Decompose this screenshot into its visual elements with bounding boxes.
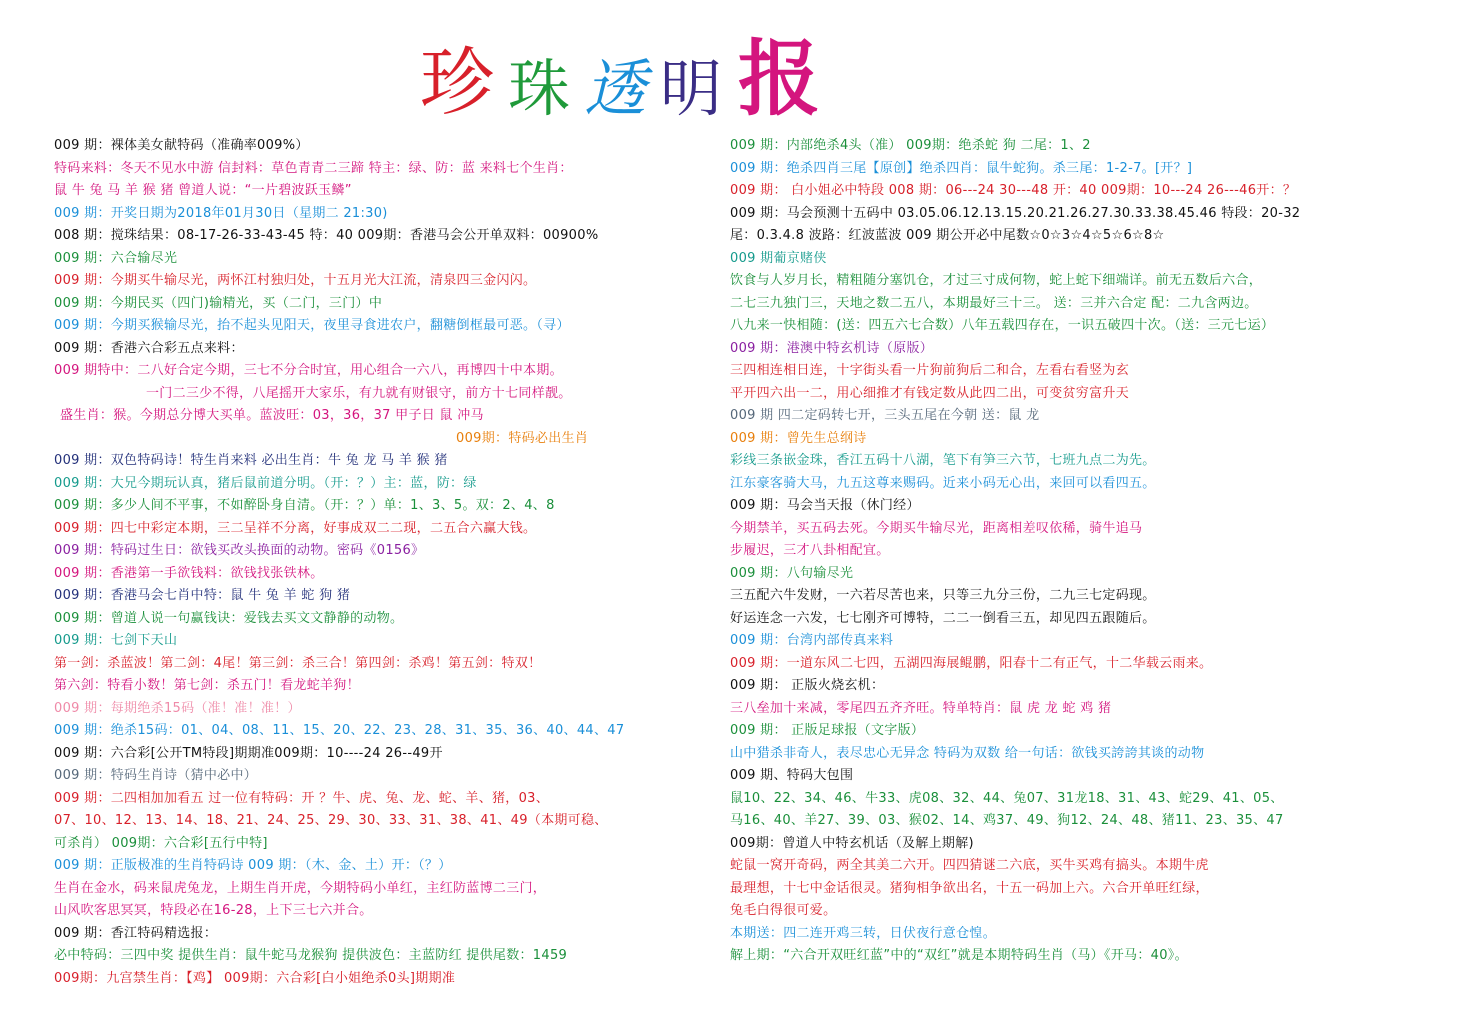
left-text-line: 009 期特中：二八好合定今期，三七不分合时宜，用心组合一六八，再博四十中本期。 bbox=[54, 363, 563, 378]
left-text-line: 009 期：今期民买（四门)输精光，买（二门，三门）中 bbox=[54, 295, 383, 311]
right-text-line: 八九来一快相随：(送：四五六七合数）八年五载四存在，一识五破四十次。（送：三元七运） bbox=[730, 318, 1275, 333]
left-text-line: 生肖在金水，码来鼠虎兔龙，上期生肖开虎，今期特码小单红，主红防蓝博二三门， bbox=[54, 880, 547, 896]
right-text-line: 平开四六出一二，用心细推才有钱定数从此四二出，可变贫穷富升天 bbox=[730, 385, 1130, 401]
title-char-4: 明 bbox=[660, 52, 723, 125]
right-text-line: 009 期 四二定码转七开，三头五尾在今朝 送：鼠 龙 bbox=[730, 408, 1040, 423]
left-text-line: 009 期：香港六合彩五点来料： bbox=[54, 340, 244, 356]
right-text-line: 解上期：“六合开双旺红蓝”中的“双红”就是本期特码生肖（马）《开马：40》。 bbox=[730, 948, 1188, 963]
right-text-line: 鼠10、22、34、46、牛33、虎08、32、44、兔07、31龙18、31、43、蛇29、41、05、 bbox=[730, 790, 1284, 806]
left-text-line: 009 期：二四相加加看五 过一位有特码：开 ？牛、虎、兔、龙、蛇、羊、猪，03、 bbox=[54, 790, 550, 806]
title-char-2: 珠 bbox=[508, 52, 571, 125]
right-text-line: 二七三九独门三，天地之数二五八，本期最好三十三。 送：三并六合定 配：二九含两边。 bbox=[730, 295, 1258, 311]
left-text-line: 009期：特码必出生肖 bbox=[456, 430, 589, 446]
right-text-line: 三五配六牛发财，一六若尽苦也来，只等三九分三份，二九三七定码现。 bbox=[730, 588, 1156, 603]
right-text-line: 009 期：一道东风二七四，五湖四海展鲲鹏，阳春十二有正气，十二华载云雨来。 bbox=[730, 655, 1213, 671]
right-text-line: 三八垒加十来减，零尾四五齐齐旺。特单特肖：鼠 虎 龙 蛇 鸡 猪 bbox=[730, 700, 1112, 716]
right-text-line: 009 期：曾先生总纲诗 bbox=[730, 430, 867, 446]
right-text-line: 009 期葡京赌侠 bbox=[730, 250, 827, 266]
right-text-line: 江东豪客骑大马，九五这尊来赐码。近来小码无心出，来回可以看四五。 bbox=[730, 475, 1156, 491]
right-text-line: 饮食与人岁月长，精粗随分塞饥仓，才过三寸成何物，蛇上蛇下细端详。前无五数后六合， bbox=[730, 273, 1263, 288]
right-text-line: 009 期： 正版足球报（文字版） bbox=[730, 723, 925, 738]
right-text-line: 马16、40、羊27、39、03、猴02、14、鸡37、49、狗12、24、48、猪11、23、35、47 bbox=[730, 813, 1284, 828]
left-text-line: 009 期：开奖日期为2018年01月30日（星期二 21:30) bbox=[54, 205, 388, 221]
left-text-line: 008 期：搅珠结果：08-17-26-33-43-45 特：40 009期：香港马会公开单双料：00900% bbox=[54, 228, 599, 243]
left-text-line: 009 期：四七中彩定本期，三二呈祥不分离，好事成双二二现，二五合六赢大钱。 bbox=[54, 520, 537, 536]
left-text-line: 009 期：绝杀15码：01、04、08、11、15、20、22、23、28、31、35、36、40、44、47 bbox=[54, 723, 625, 738]
right-text-line: 本期送：四二连开鸡三转，日伏夜行意仓惶。 bbox=[730, 925, 997, 941]
right-text-line: 009 期：港澳中特玄机诗（原版） bbox=[730, 340, 934, 356]
left-text-line: 009 期：香江特码精选报： bbox=[54, 925, 218, 941]
left-text-line: 009 期：曾道人说一句赢钱诀：爱钱去买文文静静的动物。 bbox=[54, 610, 404, 626]
title-char-3: 透 bbox=[584, 52, 647, 125]
left-text-line: 009 期：香港马会七肖中特：鼠 牛 兔 羊 蛇 狗 猪 bbox=[54, 588, 351, 603]
title-char-5: 报 bbox=[738, 31, 821, 127]
left-text-line: 山风吹客思冥冥，特段必在16-28，上下三七六并合。 bbox=[54, 903, 373, 918]
right-text-line: 三四相连相日连，十字街头看一片狗前狗后二和合，左看右看竖为玄 bbox=[730, 363, 1130, 378]
left-text-line: 009 期：七剑下天山 bbox=[54, 633, 178, 648]
right-text-line: 009 期：台湾内部传真来料 bbox=[730, 633, 894, 648]
right-text-line: 009 期、特码大包围 bbox=[730, 768, 854, 783]
left-text-line: 009 期：特码过生日：欲钱买改头换面的动物。密码《0156》 bbox=[54, 543, 425, 558]
left-text-line: 一门二三少不得，八尾摇开大家乐，有九就有财银守，前方十七同样靓。 bbox=[146, 385, 572, 401]
left-text-line: 必中特码：三四中奖 提供生肖：鼠牛蛇马龙猴狗 提供波色：主蓝防红 提供尾数：1459 bbox=[54, 948, 568, 963]
left-text-line: 009 期：大兄今期玩认真，猪后鼠前道分明。（开：？）主：蓝，防：绿 bbox=[54, 475, 477, 491]
left-text-line: 009 期：今期买牛输尽光，两怀江村独归处，十五月光大江流，清泉四三金闪闪。 bbox=[54, 273, 537, 288]
left-text-line: 特码来料：冬天不见水中游 信封料：草色青青二三蹄 特主：绿、防：蓝 来料七个生肖： bbox=[54, 160, 573, 176]
left-column bbox=[54, 135, 714, 990]
right-text-line: 步履迟，三才八卦相配宜。 bbox=[730, 543, 890, 558]
left-text-line: 009 期：正版极准的生肖特码诗 009 期：（木、金、土）开：（？） bbox=[54, 858, 452, 873]
right-text-line: 蛇鼠一窝开奇码，两全其美二六开。四四猜谜二六底，买牛买鸡有搞头。本期牛虎 bbox=[730, 858, 1209, 873]
right-text-line: 今期禁羊，买五码去死。今期买牛输尽光，距离相差叹依稀，骑牛追马 bbox=[730, 520, 1143, 536]
left-text-line: 可杀肖） 009期：六合彩[五行中特] bbox=[54, 835, 268, 851]
right-text-line: 009 期：内部绝杀4头（准） 009期：绝杀蛇 狗 二尾：1、2 bbox=[730, 138, 1091, 153]
left-text-line: 009 期：今期买猴输尽光，抬不起头见阳天，夜里寻食进农户，翻糖倒框最可恶。（寻） bbox=[54, 318, 570, 333]
left-text-line: 009 期：六合输尽光 bbox=[54, 250, 178, 266]
right-text-line: 009 期： 白小姐必中特段 008 期：06---24 30---48 开：40 009期：10---24 26---46开：？ bbox=[730, 183, 1297, 198]
right-text-line: 009 期：绝杀四肖三尾【原创】绝杀四肖：鼠牛蛇狗。杀三尾：1-2-7。[开？] bbox=[730, 160, 1193, 176]
right-text-line: 山中猎杀非奇人，表尽忠心无异念 特码为双数 给一句话：欲钱买誇誇其谈的动物 bbox=[730, 745, 1205, 761]
title-char-1: 珍 bbox=[420, 40, 494, 126]
right-text-line: 009 期：八句输尽光 bbox=[730, 565, 854, 581]
right-column bbox=[730, 135, 1430, 968]
left-text-line: 第六剑：特看小数！第七剑：杀五门！看龙蛇羊狗！ bbox=[54, 678, 360, 693]
left-text-line: 第一剑：杀蓝波！第二剑：4尾！第三剑：杀三合！第四剑：杀鸡！第五剑：特双！ bbox=[54, 655, 542, 671]
right-text-line: 好运连念一六发，七七刚齐可博特，二二一倒看三五，却见四五跟随后。 bbox=[730, 610, 1156, 626]
left-text-line: 009 期：香港第一手欲钱料：欲钱找张铁林。 bbox=[54, 565, 324, 581]
left-text-line: 009 期：每期绝杀15码（准！准！准！） bbox=[54, 700, 301, 716]
left-text-line: 盛生肖：猴。今期总分博大买单。蓝波旺：03，36，37 甲子日 鼠 冲马 bbox=[60, 408, 484, 423]
right-text-line: 009 期：马会当天报（休门经） bbox=[730, 498, 920, 513]
left-text-line: 009 期：双色特码诗！特生肖来料 必出生肖：牛 兔 龙 马 羊 猴 猪 bbox=[54, 453, 448, 468]
left-text-line: 鼠 牛 兔 马 羊 猴 猪 曾道人说：“一片碧波跃玉鳞” bbox=[54, 183, 352, 198]
right-text-line: 彩线三条嵌金珠，香江五码十八湖，笔下有笋三六节，七班九点二为先。 bbox=[730, 453, 1156, 468]
right-text-line: 009 期：马会预测十五码中 03.05.06.12.13.15.20.21.26.27.30.33.38.45.46 特段：20-32 bbox=[730, 205, 1301, 221]
left-text-line: 009 期：多少人间不平事，不如醉卧身自清。（开：？）单：1、3、5。双：2、4、8 bbox=[54, 498, 555, 513]
right-text-line: 最理想，十七中金话很灵。猪狗相争欲出名，十五一码加上六。六合开单旺红绿， bbox=[730, 880, 1209, 896]
right-text-line: 兔毛白得很可爱。 bbox=[730, 903, 837, 918]
right-text-line: 009 期： 正版火烧玄机： bbox=[730, 678, 885, 693]
left-text-line: 009期：九宫禁生肖：【鸡】 009期：六合彩[白小姐绝杀0头]期期准 bbox=[54, 970, 456, 986]
left-text-line: 009 期：特码生肖诗（猜中必中） bbox=[54, 768, 258, 783]
left-text-line: 07、10、12、13、14、18、21、24、25、29、30、33、31、38、41、49（本期可稳、 bbox=[54, 813, 608, 828]
right-text-line: 尾：0.3.4.8 波路：红波蓝波 009 期公开必中尾数☆0☆3☆4☆5☆6☆8☆ bbox=[730, 228, 1165, 243]
page-title bbox=[420, 30, 821, 127]
left-text-line: 009 期：六合彩[公开TM特段]期期准009期：10----24 26--49开 bbox=[54, 745, 443, 761]
right-text-line: 009期：曾道人中特玄机话（及解上期解) bbox=[730, 835, 974, 851]
left-text-line: 009 期：裸体美女献特码（准确率009%） bbox=[54, 138, 309, 153]
